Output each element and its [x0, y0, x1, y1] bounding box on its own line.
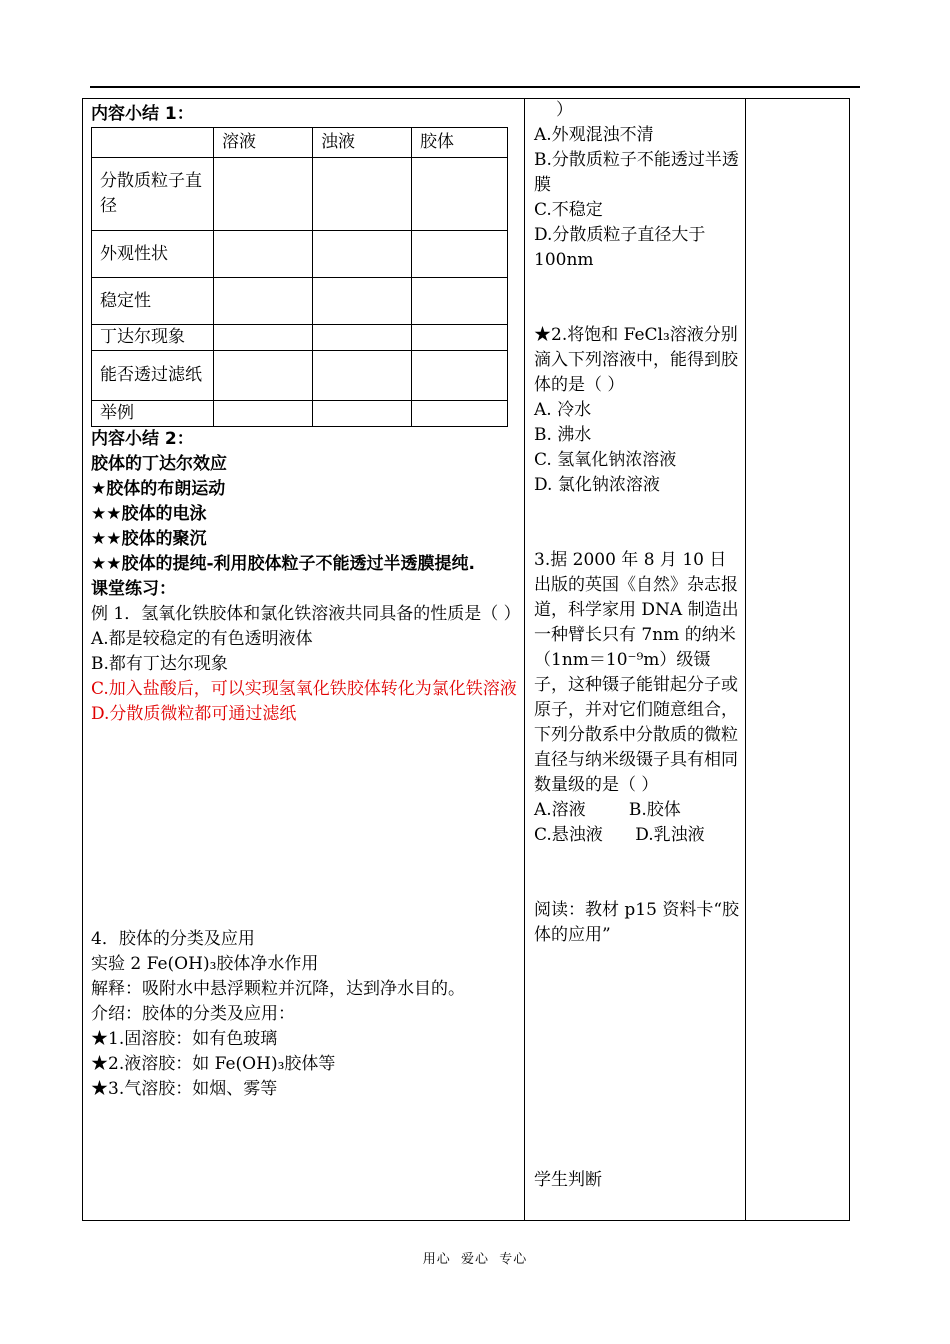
comparison-table [91, 127, 508, 427]
page-footer: 用心 爱心 专心 [422, 1252, 528, 1267]
q1-option-b: B.分散质粒子不能透过半透膜 [534, 150, 739, 195]
column-divider-2 [745, 98, 746, 1221]
summary2-line: ★★胶体的聚沉 [91, 529, 207, 549]
q2-option-c: C. 氢氧化钠浓溶液 [534, 450, 677, 470]
summary2-line: ★★胶体的电泳 [91, 504, 207, 524]
colloid-class-3: ★3.气溶胶：如烟、雾等 [91, 1079, 278, 1099]
q1-close-paren: ） [556, 100, 573, 120]
explanation: 解释：吸附水中悬浮颗粒并沉降，达到净水目的。 [91, 979, 465, 999]
example1-question: 例 1．氢氧化铁胶体和氯化铁溶液共同具备的性质是（ ） [91, 604, 521, 624]
example1-option-d: D.分散质微粒都可通过滤纸 [91, 704, 297, 724]
summary2-line: ★胶体的布朗运动 [91, 479, 226, 499]
column-divider-1 [524, 98, 525, 1221]
summary2-line: 胶体的丁达尔效应 [91, 454, 227, 474]
introduction: 介绍：胶体的分类及应用： [91, 1004, 295, 1024]
q1-option-a: A.外观混浊不清 [534, 125, 654, 145]
summary2-line: ★★胶体的提纯-利用胶体粒子不能透过半透膜提纯. [91, 554, 475, 574]
example1-option-c: C.加入盐酸后，可以实现氢氧化铁胶体转化为氯化铁溶液 [91, 679, 517, 699]
header-rule [90, 86, 860, 88]
colloid-class-2: ★2.液溶胶：如 Fe(OH)₃胶体等 [91, 1054, 336, 1074]
q2-option-d: D. 氯化钠浓溶液 [534, 475, 660, 495]
main-content-column [91, 102, 521, 1102]
table-row-label: 外观性状 [92, 231, 214, 278]
colloid-class-1: ★1.固溶胶：如有色玻璃 [91, 1029, 278, 1049]
summary1-title: 内容小结 1： [91, 104, 194, 124]
summary2-title: 内容小结 2： [91, 429, 194, 449]
table-header-blank [92, 128, 214, 158]
q3-options-ab: A.溶液 B.胶体 [534, 800, 681, 820]
table-header-suspension: 浊液 [313, 128, 412, 158]
q1-option-d: D.分散质粒子直径大于 100nm [534, 225, 706, 270]
experiment2: 实验 2 Fe(OH)₃胶体净水作用 [91, 954, 319, 974]
table-row-label: 能否透过滤纸 [92, 351, 214, 401]
example1-option-b: B.都有丁达尔现象 [91, 654, 228, 674]
table-row-label: 丁达尔现象 [92, 325, 214, 351]
q2-option-b: B. 沸水 [534, 425, 592, 445]
table-header-colloid: 胶体 [412, 128, 508, 158]
exercise-column [534, 98, 739, 1193]
table-row-label: 稳定性 [92, 278, 214, 325]
table-header-solution: 溶液 [214, 128, 313, 158]
practice-title: 课堂练习： [91, 579, 176, 599]
q2-option-a: A. 冷水 [534, 400, 592, 420]
q3-stem: 3.据 2000 年 8 月 10 日出版的英国《自然》杂志报道，科学家用 DNA 制造出一种臂长只有 7nm 的纳米（1nm＝10⁻⁹m）级镊子，这种镊子能钳起分子或原子，并对它们随意组合，下列分散系中分散质的微粒直径与纳米级镊子具有相同数量级的是（ ） [534, 550, 739, 795]
example1-option-a: A.都是较稳定的有色透明液体 [91, 629, 313, 649]
section4-title: 4．胶体的分类及应用 [91, 929, 255, 949]
table-row-label: 举例 [92, 401, 214, 427]
q2-stem: ★2.将饱和 FeCl₃溶液分别滴入下列溶液中，能得到胶体的是（ ） [534, 325, 738, 395]
q3-options-cd: C.悬浊液 D.乳浊液 [534, 825, 705, 845]
reading-note: 阅读：教材 p15 资料卡“胶体的应用” [534, 900, 740, 945]
student-judgement: 学生判断 [534, 1170, 602, 1190]
table-row-label: 分散质粒子直径 [92, 158, 214, 231]
q1-option-c: C.不稳定 [534, 200, 603, 220]
